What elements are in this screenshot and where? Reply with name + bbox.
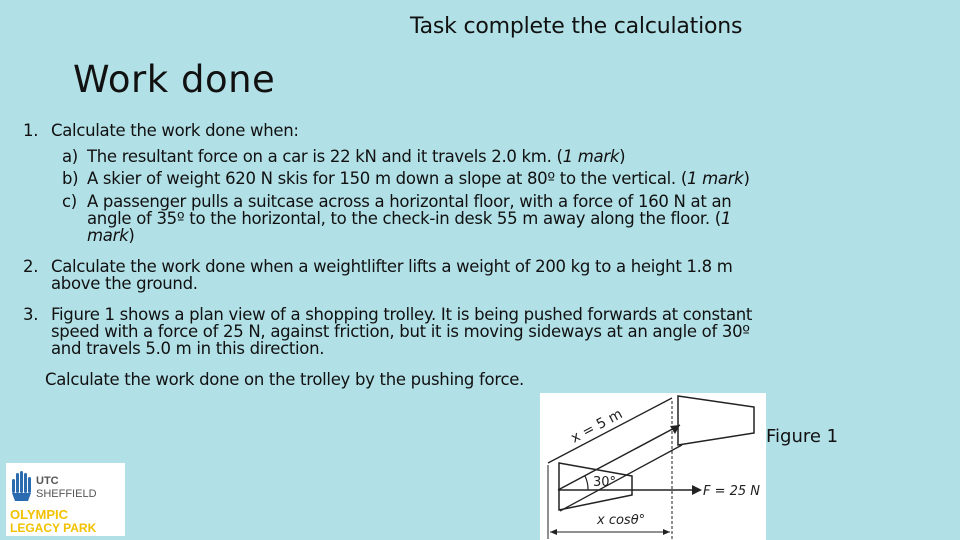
task-title: Task complete the calculations	[410, 14, 743, 39]
logo-legacy-park: LEGACY PARK	[10, 521, 97, 535]
question-1-number: 1.	[23, 121, 39, 140]
displacement-line-lower	[560, 445, 682, 511]
component-label: x cosθ°	[597, 513, 646, 528]
question-1-text: Calculate the work done when:	[51, 121, 299, 140]
figure-caption: Figure 1	[766, 426, 839, 447]
question-1a-text: The resultant force on a car is 22 kN and it travels 2.0 km. (1 mark)	[87, 147, 626, 166]
logo-olympic: OLYMPIC	[10, 507, 69, 522]
force-arrowhead	[692, 485, 702, 495]
question-1c-line-3: mark)	[87, 226, 135, 245]
slide-title: Work done	[73, 58, 276, 101]
question-1b-letter: b)	[62, 169, 79, 188]
question-1c-line-2: angle of 35º to the horizontal, to the check-in desk 55 m away along the floor. (1	[87, 209, 732, 228]
question-2-line-2: above the ground.	[51, 274, 198, 293]
hand-icon	[12, 471, 31, 501]
trolley-figure	[540, 393, 766, 540]
question-3-line-3: and travels 5.0 m in this direction.	[51, 339, 325, 358]
question-3-line-1: Figure 1 shows a plan view of a shopping trolley. It is being pushed forwards at constant	[51, 305, 753, 324]
trolley-diagram	[540, 393, 766, 540]
utc-sheffield-logo	[6, 463, 125, 536]
logo-graphic	[6, 463, 125, 536]
angle-arc	[585, 476, 588, 490]
trolley-final-outline	[678, 396, 754, 445]
angle-label: 30°	[593, 475, 617, 490]
question-1c-letter: c)	[62, 192, 77, 211]
distance-label: x = 5 m	[568, 406, 626, 447]
question-3-line-2: speed with a force of 25 N, against friction, but it is moving sideways at an angle of 30º	[51, 322, 750, 341]
question-3-line-4: Calculate the work done on the trolley by the pushing force.	[45, 370, 525, 389]
component-arrowhead-left	[550, 529, 557, 535]
question-1c-line-1: A passenger pulls a suitcase across a horizontal floor, with a force of 160 N at an	[87, 192, 732, 211]
question-2-number: 2.	[23, 257, 39, 276]
question-1a-letter: a)	[62, 147, 78, 166]
logo-utc: UTC	[36, 475, 59, 487]
force-label: F = 25 N	[703, 484, 761, 499]
logo-sheffield: SHEFFIELD	[36, 488, 97, 500]
question-2-line-1: Calculate the work done when a weightlifter lifts a weight of 200 kg to a height 1.8 m	[51, 257, 733, 276]
question-1b-text: A skier of weight 620 N skis for 150 m down a slope at 80º to the vertical. (1 mark)	[87, 169, 750, 188]
component-arrowhead-right	[663, 529, 670, 535]
question-3-number: 3.	[23, 305, 39, 324]
displacement-line-upper	[548, 398, 672, 463]
